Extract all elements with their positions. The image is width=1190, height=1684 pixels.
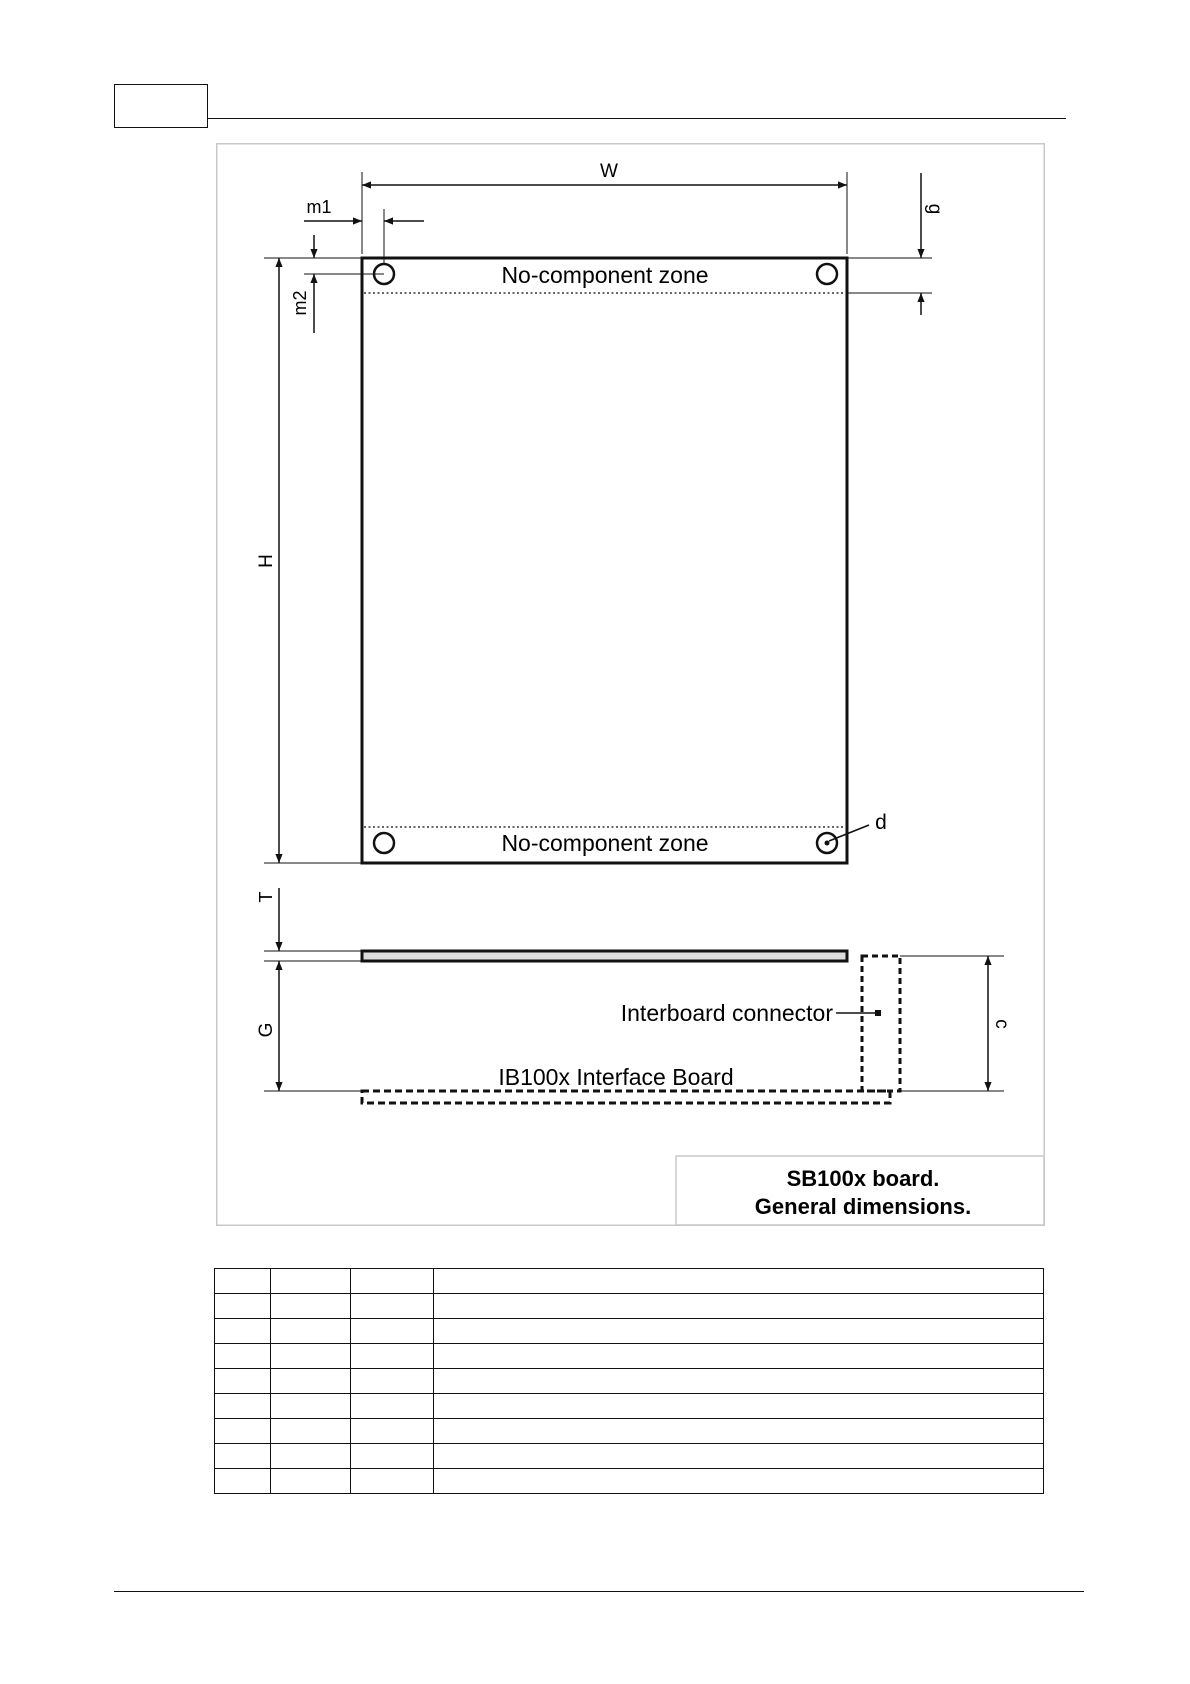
- table-cell: [351, 1469, 434, 1494]
- table-cell: [215, 1394, 271, 1419]
- table-cell: [434, 1269, 1044, 1294]
- table-cell: [434, 1444, 1044, 1469]
- table-cell: [434, 1469, 1044, 1494]
- table-cell: [215, 1294, 271, 1319]
- table-row: [215, 1319, 1044, 1344]
- table-row: [215, 1419, 1044, 1444]
- dimensions-table: [214, 1268, 1044, 1494]
- interface-board-label: IB100x Interface Board: [498, 1064, 734, 1090]
- table-cell: [351, 1294, 434, 1319]
- caption-line-1: SB100x board.: [786, 1166, 940, 1191]
- table-cell: [215, 1419, 271, 1444]
- table-cell: [215, 1444, 271, 1469]
- table-row: [215, 1394, 1044, 1419]
- table-cell: [215, 1269, 271, 1294]
- table-cell: [215, 1469, 271, 1494]
- table-cell: [271, 1344, 351, 1369]
- d-label: d: [875, 811, 887, 834]
- m1-label: m1: [306, 197, 332, 217]
- table-cell: [215, 1344, 271, 1369]
- table-cell: [434, 1344, 1044, 1369]
- table-cell: [271, 1294, 351, 1319]
- table-cell: [434, 1419, 1044, 1444]
- table-cell: [271, 1419, 351, 1444]
- table-row: [215, 1344, 1044, 1369]
- table-row: [215, 1369, 1044, 1394]
- table-cell: [271, 1269, 351, 1294]
- table-cell: [271, 1319, 351, 1344]
- table-cell: [351, 1419, 434, 1444]
- c-label: c: [991, 1019, 1012, 1029]
- table-cell: [215, 1319, 271, 1344]
- connector-leader-dot: [875, 1010, 881, 1016]
- zone-bottom-label: No-component zone: [501, 830, 709, 856]
- dimension-drawing: [216, 143, 1045, 1226]
- table-cell: [351, 1394, 434, 1419]
- table-row: [215, 1469, 1044, 1494]
- table-row: [215, 1294, 1044, 1319]
- board-dimensions-figure: [216, 143, 1045, 1226]
- table-cell: [351, 1444, 434, 1469]
- table-cell: [351, 1319, 434, 1344]
- t-label: T: [256, 891, 276, 903]
- table-cell: [351, 1344, 434, 1369]
- table-cell: [434, 1394, 1044, 1419]
- header-rule: [208, 118, 1066, 119]
- table-cell: [351, 1269, 434, 1294]
- m2-label: m2: [290, 290, 310, 316]
- table-cell: [271, 1369, 351, 1394]
- h-label: H: [256, 554, 277, 568]
- g-label: G: [256, 1022, 277, 1038]
- table-cell: [434, 1294, 1044, 1319]
- hole-d-center-dot: [825, 841, 830, 846]
- table-cell: [271, 1394, 351, 1419]
- table-cell: [271, 1469, 351, 1494]
- table-row: [215, 1269, 1044, 1294]
- table-row: [215, 1444, 1044, 1469]
- caption-line-2: General dimensions.: [754, 1194, 972, 1219]
- board-outline: [362, 258, 847, 863]
- zone-top-label: No-component zone: [501, 262, 709, 288]
- board-side-view: [362, 951, 847, 961]
- g-top-label: g: [924, 203, 945, 215]
- table-cell: [351, 1369, 434, 1394]
- connector-label: Interboard connector: [620, 1000, 833, 1026]
- page-number-box: [114, 84, 208, 128]
- table-cell: [215, 1369, 271, 1394]
- table-cell: [434, 1369, 1044, 1394]
- w-label: W: [600, 161, 618, 182]
- table-cell: [271, 1444, 351, 1469]
- footer-rule: [114, 1591, 1084, 1592]
- table-cell: [434, 1319, 1044, 1344]
